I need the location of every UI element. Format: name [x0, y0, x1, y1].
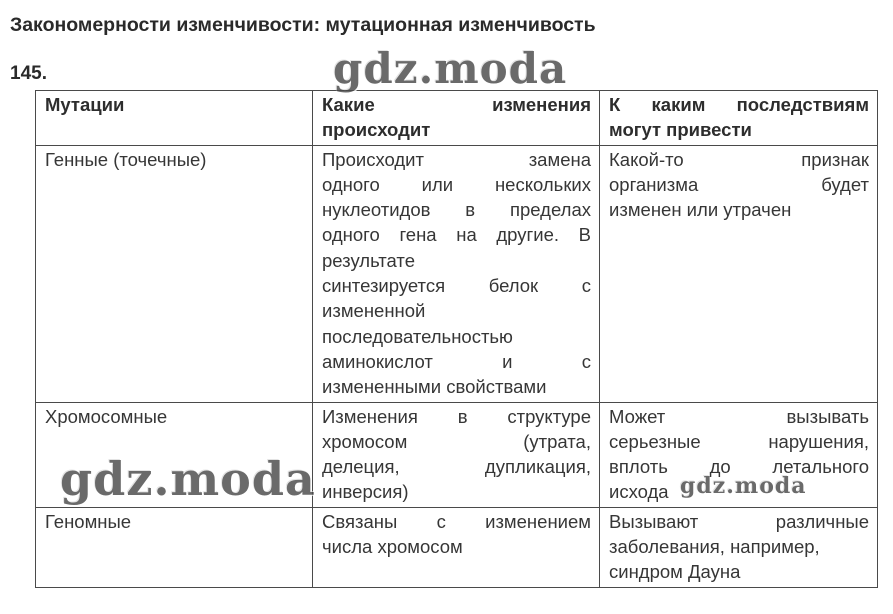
table-row [36, 507, 878, 587]
table-header-row [36, 91, 878, 146]
table-row [36, 145, 878, 402]
watermark-logo: gdz.moda [680, 473, 807, 499]
consequences-cell: Какой-то признак организма будет изменен или утрачен [600, 145, 878, 402]
header-changes: Какие изменения происходит [313, 91, 600, 146]
mutation-type: Геномные [36, 507, 313, 587]
page-title: Закономерности изменчивости: мутационная изменчивость [10, 14, 596, 36]
mutation-type: Хромосомные [36, 402, 313, 507]
watermark-logo: gdz.moda [60, 452, 316, 506]
watermark-logo: gdz.moda [333, 44, 568, 93]
changes-cell: Связаны с изменением числа хромосом [313, 507, 600, 587]
task-number: 145. [10, 63, 47, 84]
mutations-table [35, 90, 878, 588]
consequences-cell: Может вызывать серьезные нарушения, вплоть до летального исхода [600, 402, 878, 507]
consequences-cell: Вызывают различные заболевания, например, синдром Дауна [600, 507, 878, 587]
mutation-type: Генные (точечные) [36, 145, 313, 402]
changes-cell: Происходит замена одного или нескольких нуклеотидов в пределах одного гена на другие. В результате синтезируется белок с измененной последовательностью аминокислот и с измененными свойствами [313, 145, 600, 402]
changes-cell: Изменения в структуре хромосом (утрата, делеция, дупликация, инверсия) [313, 402, 600, 507]
header-consequences: К каким последствиям могут привести [600, 91, 878, 146]
header-mutations: Мутации [36, 91, 313, 146]
